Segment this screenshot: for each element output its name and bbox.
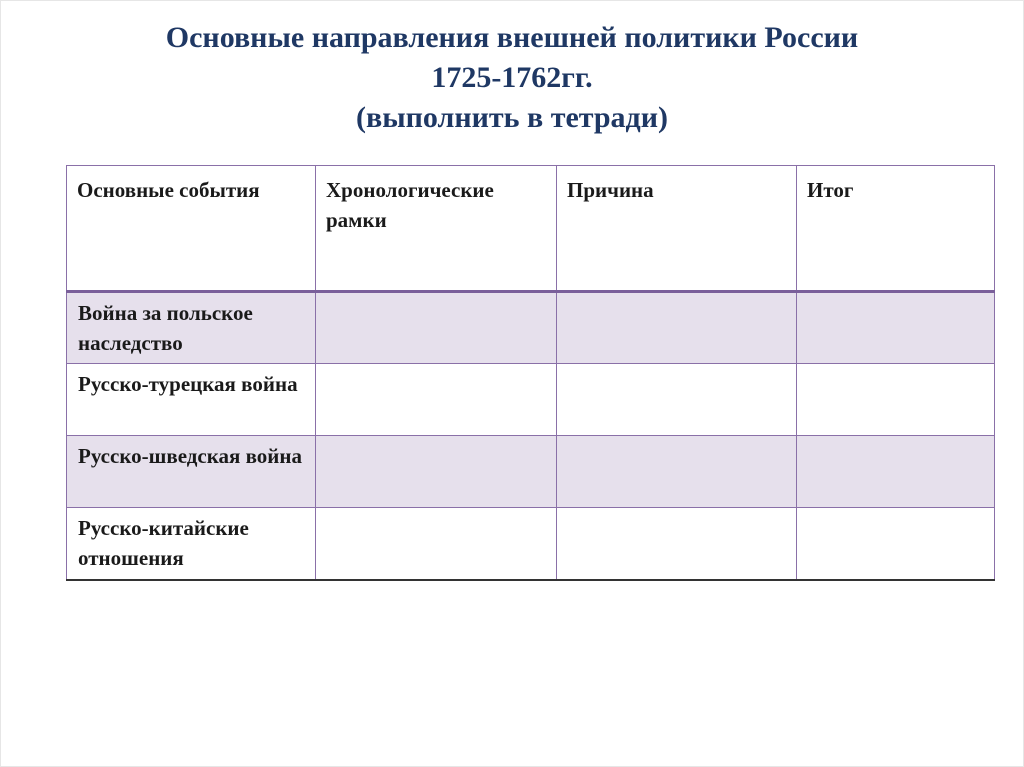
header-result: Итог	[797, 166, 995, 292]
table-row	[67, 364, 995, 436]
row-result-cell	[797, 508, 995, 580]
row-dates-cell	[316, 436, 557, 508]
slide-title-line-3: (выполнить в тетради)	[356, 101, 668, 134]
row-dates-cell	[316, 508, 557, 580]
row-event: Война за польское наследство	[67, 292, 316, 364]
header-cause: Причина	[557, 166, 797, 292]
foreign-policy-table	[66, 165, 995, 581]
row-event: Русско-китайские отношения	[67, 508, 316, 580]
row-cause-cell	[557, 436, 797, 508]
row-dates-cell	[316, 292, 557, 364]
row-dates-cell	[316, 364, 557, 436]
header-main-events: Основные события	[67, 166, 316, 292]
header-chronology: Хронологические рамки	[316, 166, 557, 292]
row-result-cell	[797, 292, 995, 364]
slide-title	[0, 18, 1024, 138]
slide-title-line-1: Основные направления внешней политики России	[165, 21, 859, 54]
table-row	[67, 292, 995, 364]
row-event: Русско-шведская война	[67, 436, 316, 508]
row-event: Русско-турецкая война	[67, 364, 316, 436]
table-row	[67, 508, 995, 580]
row-result-cell	[797, 364, 995, 436]
slide-title-line-2: 1725-1762гг.	[431, 61, 593, 94]
table-header-row	[67, 166, 995, 292]
row-cause-cell	[557, 364, 797, 436]
row-cause-cell	[557, 292, 797, 364]
table-row	[67, 436, 995, 508]
row-result-cell	[797, 436, 995, 508]
row-cause-cell	[557, 508, 797, 580]
